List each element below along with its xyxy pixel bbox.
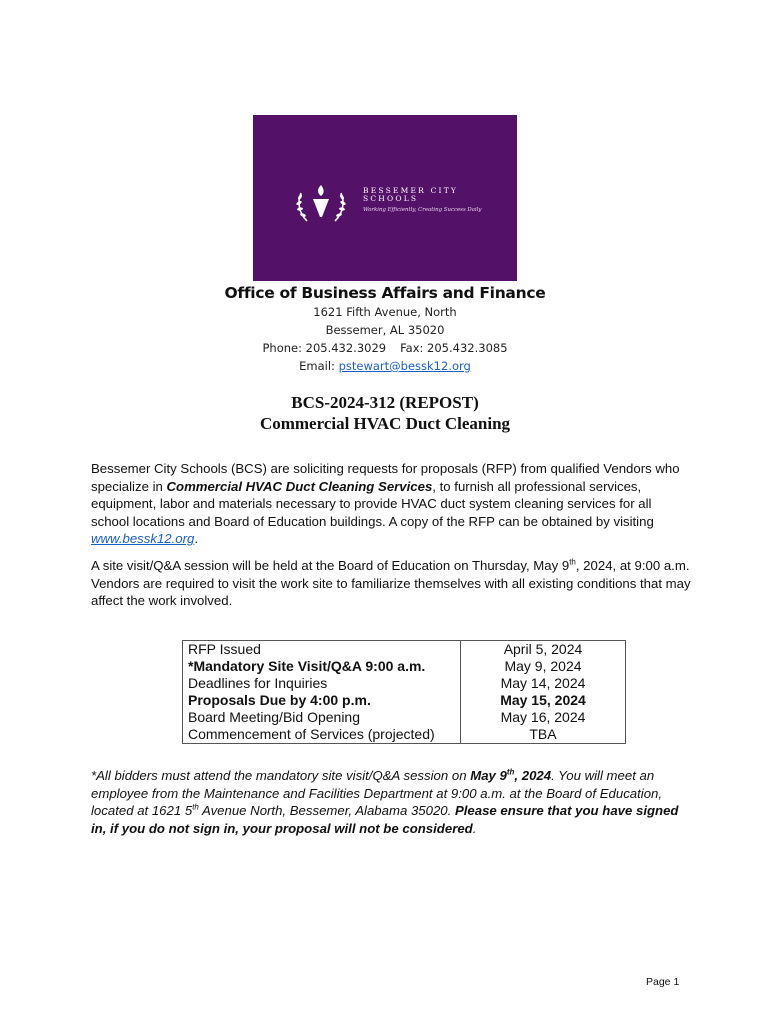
contact-email [0, 359, 770, 373]
intro-paragraph: Bessemer City Schools (BCS) are soliciting requests for proposals (RFP) from qualified Vendors who specialize in Commercial HVAC Duct Cleaning Services, to furnish all professional services, equipment, labor and materials necessary to provide HVAC duct system cleaning services for all school locations and Board of Education buildings. A copy of the RFP can be obtained by visiting www.bessk12.org. [91, 461, 680, 547]
mandatory-attendance-note: *All bidders must attend the mandatory site visit/Q&A session on May 9th, 2024. You will meet an employee from the Maintenance and Facilities Department at 9:00 a.m. at the Board of Education, located at 1621 5th Avenue North, Bessemer, Alabama 35020. Please ensure that you have signed in, if you do not sign in, your proposal will not be considered. [91, 767, 679, 836]
rfp-number: BCS-2024-312 (REPOST) [291, 393, 479, 412]
schedule-event: *Mandatory Site Visit/Q&A 9:00 a.m. [183, 658, 461, 675]
schedule-date: May 15, 2024 [461, 692, 626, 709]
logo-school-name: BESSEMER CITY SCHOOLS [363, 186, 459, 203]
address-line-1: 1621 Fifth Avenue, North [313, 305, 457, 319]
schedule-table [182, 640, 626, 744]
table-row [183, 726, 626, 744]
torch-laurel-icon [293, 181, 349, 225]
email-link[interactable]: pstewart@bessk12.org [338, 359, 471, 373]
office-title: Office of Business Affairs and Finance [224, 284, 546, 302]
school-logo [253, 115, 517, 281]
table-row [183, 692, 626, 709]
schedule-date: May 14, 2024 [461, 675, 626, 692]
schedule-event: Board Meeting/Bid Opening [183, 709, 461, 726]
table-row [183, 675, 626, 692]
schedule-event: Commencement of Services (projected) [183, 726, 461, 744]
table-row [183, 709, 626, 726]
page-number: Page 1 [646, 976, 680, 988]
phone-number: Phone: 205.432.3029 [262, 341, 387, 355]
email-label: Email: [299, 359, 339, 373]
address-line-2: Bessemer, AL 35020 [325, 323, 445, 337]
website-link[interactable]: www.bessk12.org [91, 531, 195, 547]
schedule-date: April 5, 2024 [461, 641, 626, 659]
schedule-event: RFP Issued [183, 641, 461, 659]
schedule-event: Proposals Due by 4:00 p.m. [183, 692, 461, 709]
schedule-date: May 16, 2024 [461, 709, 626, 726]
table-row [183, 641, 626, 659]
logo-tagline: Working Efficiently, Creating Success Daily [363, 207, 482, 213]
table-row [183, 658, 626, 675]
fax-number: Fax: 205.432.3085 [400, 341, 508, 355]
schedule-date: TBA [461, 726, 626, 744]
rfp-title: Commercial HVAC Duct Cleaning [259, 414, 511, 433]
schedule-event: Deadlines for Inquiries [183, 675, 461, 692]
site-visit-paragraph: A site visit/Q&A session will be held at the Board of Education on Thursday, May 9th, 2024, at 9:00 a.m. Vendors are required to visit the work site to familiarize themselves with all existing conditions that may affect the work involved. [91, 557, 691, 609]
contact-phone-fax [0, 341, 770, 355]
service-name: Commercial HVAC Duct Cleaning Services [166, 478, 433, 494]
schedule-date: May 9, 2024 [461, 658, 626, 675]
